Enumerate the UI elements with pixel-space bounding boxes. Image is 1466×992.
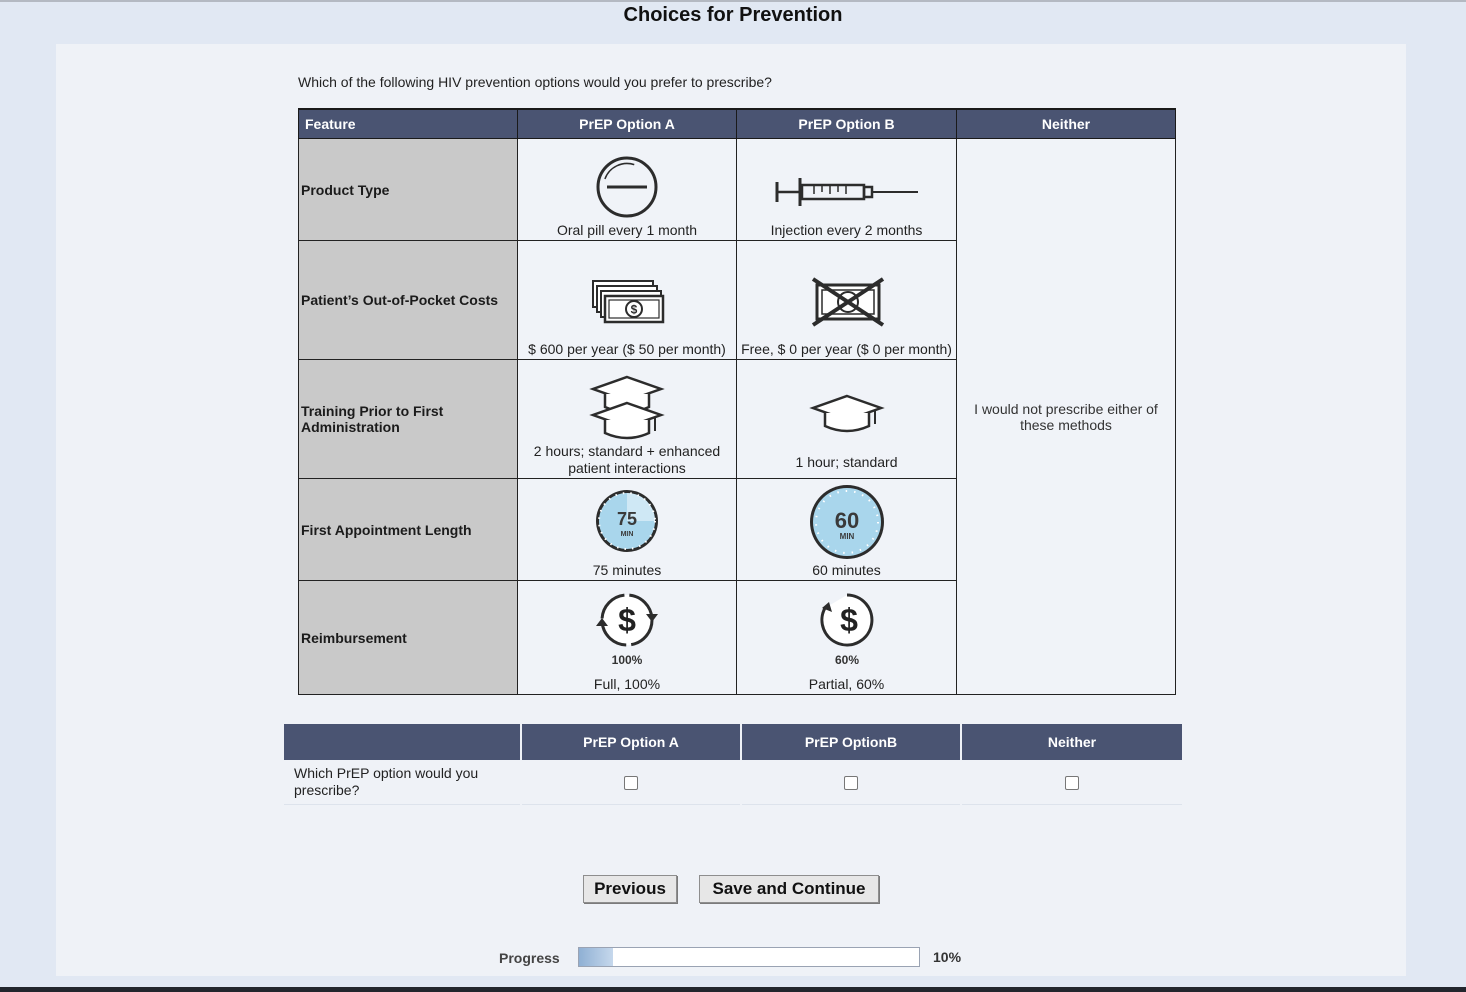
money-stack-icon bbox=[587, 273, 667, 331]
bottom-border bbox=[0, 987, 1466, 992]
option-b-cost-text: Free, $ 0 per year ($ 0 per month) bbox=[741, 341, 952, 357]
option-a-cost-cell bbox=[518, 241, 737, 360]
double-graduation-cap-icon bbox=[589, 373, 665, 443]
option-a-reimbursement-cell bbox=[518, 581, 737, 695]
feature-label: Product Type bbox=[299, 139, 518, 241]
clock-icon bbox=[592, 486, 662, 556]
answer-header-option-a: PrEP Option A bbox=[522, 724, 740, 760]
feature-label: Training Prior to First Administration bbox=[299, 360, 518, 479]
answer-header-blank bbox=[284, 724, 520, 760]
option-b-checkbox-cell[interactable] bbox=[742, 760, 960, 805]
option-b-training-cell bbox=[737, 360, 957, 479]
clock-b-unit: MIN bbox=[839, 532, 854, 541]
header-neither: Neither bbox=[957, 109, 1176, 139]
option-b-appointment-cell bbox=[737, 479, 957, 581]
option-a-training-cell bbox=[518, 360, 737, 479]
progress-label: Progress bbox=[499, 950, 560, 966]
header-feature: Feature bbox=[299, 109, 518, 139]
top-border bbox=[0, 0, 1466, 2]
pill-icon bbox=[592, 152, 662, 222]
page-title: Choices for Prevention bbox=[623, 4, 843, 26]
choice-table-header bbox=[299, 109, 1176, 139]
progress-bar bbox=[578, 947, 920, 967]
dollar-sign: $ bbox=[839, 602, 858, 638]
answer-row bbox=[284, 760, 1182, 805]
reimbursement-a-percent: 100% bbox=[611, 653, 643, 667]
progress-percent: 10% bbox=[933, 949, 962, 965]
progress-bar-fill bbox=[579, 948, 613, 966]
option-b-appointment-text: 60 minutes bbox=[812, 562, 881, 578]
option-b-product-text: Injection every 2 months bbox=[770, 222, 923, 238]
option-a-cost-text: $ 600 per year ($ 50 per month) bbox=[528, 341, 726, 357]
choice-table bbox=[298, 108, 1176, 695]
previous-button[interactable]: Previous bbox=[583, 875, 677, 903]
partial-reimbursement-icon bbox=[807, 592, 887, 670]
answer-table bbox=[282, 724, 1184, 805]
option-a-checkbox-cell[interactable] bbox=[522, 760, 740, 805]
clock-b-value: 60 bbox=[834, 508, 859, 533]
neither-cell: I would not prescribe either of these methods bbox=[957, 139, 1176, 695]
answer-table-header bbox=[284, 724, 1182, 760]
dollar-sign: $ bbox=[630, 302, 638, 317]
header-option-a: PrEP Option A bbox=[518, 109, 737, 139]
clock-a-unit: MIN bbox=[620, 531, 634, 538]
option-a-appointment-cell bbox=[518, 479, 737, 581]
option-b-reimbursement-cell bbox=[737, 581, 957, 695]
option-a-reimbursement-text: Full, 100% bbox=[593, 676, 661, 692]
option-b-training-text: 1 hour; standard bbox=[795, 454, 898, 470]
option-b-checkbox[interactable] bbox=[844, 776, 858, 790]
graduation-cap-icon bbox=[809, 390, 885, 442]
feature-label: First Appointment Length bbox=[299, 479, 518, 581]
answer-header-option-b: PrEP OptionB bbox=[742, 724, 960, 760]
save-and-continue-button[interactable]: Save and Continue bbox=[699, 875, 879, 903]
table-row-product-type bbox=[299, 139, 1176, 241]
answer-question-label: Which PrEP option would you prescribe? bbox=[284, 760, 520, 805]
option-b-product-cell bbox=[737, 139, 957, 241]
dollar-sign: $ bbox=[618, 602, 636, 638]
header-option-b: PrEP Option B bbox=[737, 109, 957, 139]
syringe-icon bbox=[772, 152, 922, 222]
neither-checkbox-cell[interactable] bbox=[962, 760, 1182, 805]
option-b-reimbursement-text: Partial, 60% bbox=[808, 676, 885, 692]
reimbursement-b-percent: 60% bbox=[834, 653, 859, 667]
option-b-cost-cell bbox=[737, 241, 957, 360]
clock-a-value: 75 bbox=[616, 509, 638, 529]
option-a-product-cell bbox=[518, 139, 737, 241]
option-a-training-text: 2 hours; standard + enhanced patient interactions bbox=[533, 443, 721, 476]
option-a-appointment-text: 75 minutes bbox=[592, 562, 662, 578]
option-a-checkbox[interactable] bbox=[624, 776, 638, 790]
answer-header-neither: Neither bbox=[962, 724, 1182, 760]
option-a-product-text: Oral pill every 1 month bbox=[556, 222, 698, 238]
full-reimbursement-icon bbox=[587, 592, 667, 670]
clock-icon bbox=[807, 482, 887, 562]
feature-label: Reimbursement bbox=[299, 581, 518, 695]
neither-checkbox[interactable] bbox=[1065, 776, 1079, 790]
no-money-icon bbox=[807, 273, 887, 331]
question-text: Which of the following HIV prevention options would you prefer to prescribe? bbox=[298, 74, 772, 90]
feature-label: Patient’s Out-of-Pocket Costs bbox=[299, 241, 518, 360]
